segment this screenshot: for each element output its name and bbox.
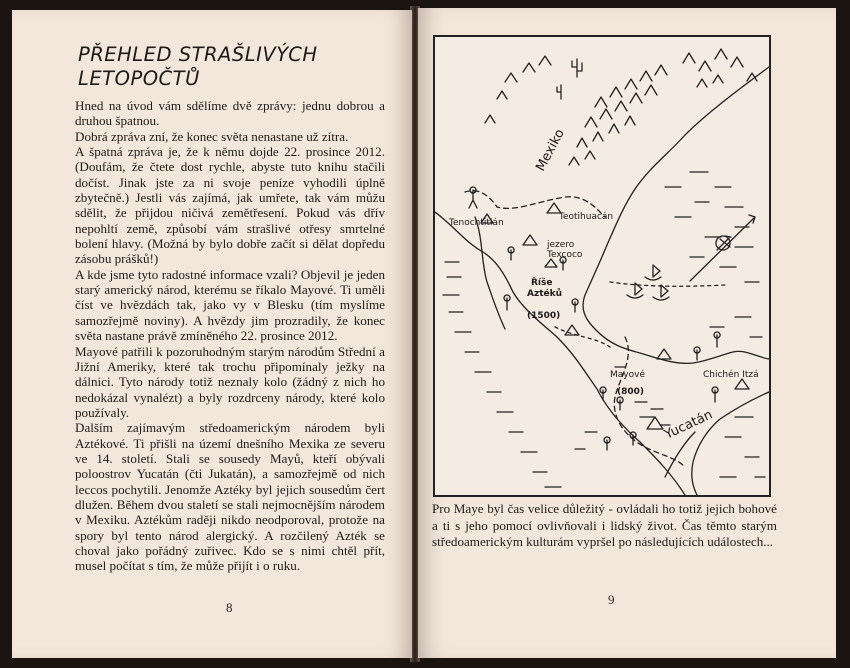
figure-icon xyxy=(469,187,720,450)
cactus xyxy=(557,59,582,99)
map-illustration xyxy=(433,35,771,497)
label-mexico: Mexiko xyxy=(533,126,568,174)
label-aztec-line-2: Aztéků xyxy=(527,289,563,299)
left-page xyxy=(12,10,412,658)
label-yucatan: Yucatán xyxy=(662,407,716,443)
page-title xyxy=(78,43,398,91)
title-line-1: PŘEHLED STRAŠLIVÝCH xyxy=(78,43,318,66)
ship-icon xyxy=(627,265,669,300)
body-text xyxy=(75,98,385,574)
yucatan-coast xyxy=(692,392,769,495)
map-caption: Pro Maye byl čas velice důležitý - ovládali ho totiž jejich bohové a ti s jeho pomocí ovlivňovali i lidský život. Čas těmto starým středoamerickým kulturám vypršel po následujících událostech... xyxy=(432,501,777,549)
page-number-left: 8 xyxy=(226,600,233,615)
map-svg xyxy=(435,37,769,495)
label-aztec-year: (1500) xyxy=(527,311,561,321)
trade-route xyxy=(555,282,725,347)
paragraph: Dobrá zpráva zní, že konec světa nenastane už zítra. xyxy=(75,128,349,144)
label-teotihuacan: Teotihuacán xyxy=(559,212,614,222)
river xyxy=(475,217,505,329)
paragraph: Dalším zajímavým středoamerickým národem byli Aztékové. Ti přišli na území dnešního Mexika ze severu ve 14. století. Stali se sousedy Mayů, kteří obývali poloostrov Yucatán (čti Jukatán), a samozřejmě od nich leccos pochytili. Jenomže Aztéky byl jejich sousedům čert dlužen. Během dvou staletí se stali nejmocnějším národem v Mexiku. Aztékům raději nikdo neodporoval, protože na spory byl tento národ alergický. A rozčilený Azték se choval jako pořádný zuřivec. Kdo se s nimi chtěl přít, musel počítat s tím, že může přijít i o ruku. xyxy=(75,420,385,574)
label-chichen-itza: Chichén Itzá xyxy=(703,370,759,380)
label-maya-year: (800) xyxy=(617,387,645,397)
label-tenochtitlan: Tenochtitlán xyxy=(449,218,504,228)
paragraph: Mayové patřili k pozoruhodným starým národům Střední a Jižní Ameriky, které tak trochu připomínaly ježky na dálnici. Tyto národy totiž neznaly kolo (žádný z nich ho nedokázal vynalézt) a byly rozdrceny národy, které kolo používaly. xyxy=(75,343,385,420)
label-lake-line-2: Texcoco xyxy=(547,250,583,260)
label-maya: Mayové xyxy=(610,370,645,380)
paragraph: Hned na úvod vám sdělíme dvě zprávy: jednu dobrou a druhou špatnou. xyxy=(75,98,385,129)
paragraph: A špatná zpráva je, že k němu dojde 22. prosince 2012. (Doufám, že čtete dost rychle, abyste tuto knihu stačili dočíst. Jinak jste za ni svoje peníze vyhodili úplně zbytečně.) Jestli vás zajímá, jak umřete, tak vám můžu sdělit, že přijdou ničivá zemětřesení. Pokud vás dřív nepohltí země, způsobí vám strašlivé otřesy smrtelné bolení hlavy. (Možná by bylo dobře začít si dělat dopředu zásobu prášků!) xyxy=(75,144,385,267)
page-number-right: 9 xyxy=(608,592,615,607)
compass-arrow-icon xyxy=(690,215,755,281)
right-page xyxy=(418,8,836,658)
label-aztec-line-1: Říše xyxy=(531,278,553,288)
label-lake-line-1: jezero xyxy=(547,240,575,250)
title-line-2: LETOPOČTŮ xyxy=(78,67,200,90)
paragraph: A kde jsme tyto radostné informace vzali? Objevil je jeden starý americký národ, kterému se říkalo Mayové. Ti uměli číst ve hvězdách tak, jako vy v Blesku (tím myslíme samozřejmě noviny). A hvězdy jim prozradily, že konec světa nastane právě zmíněného 22. prosince 2012. xyxy=(75,266,385,344)
